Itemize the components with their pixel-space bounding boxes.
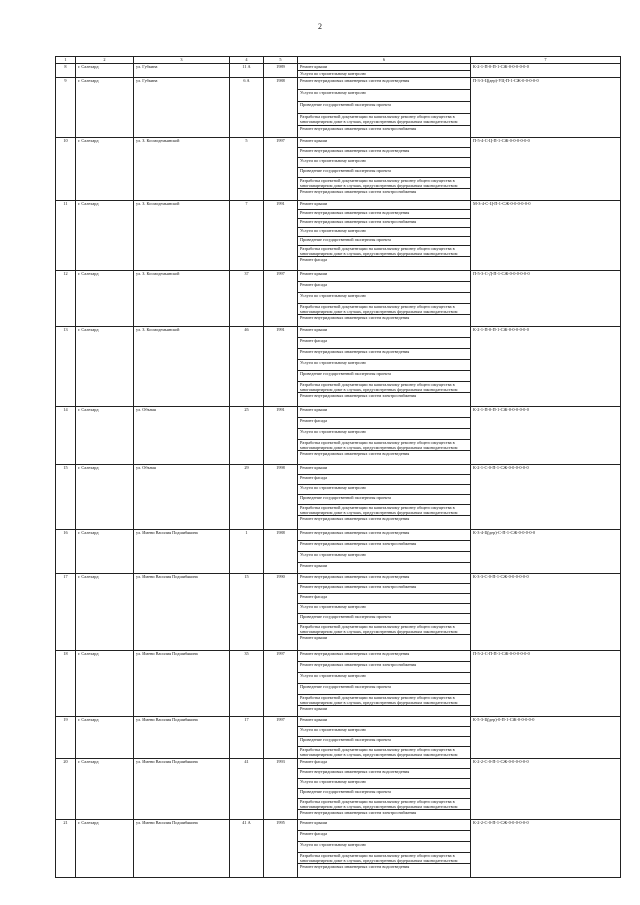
street-cell: ул. Имени Василия Подшибякина	[134, 820, 230, 878]
work-type-cell: Разработка проектной документации на капитальному ремонту общего имущества в многоквартирном доме в случаях, предусмотренных федеральным законодательством	[298, 304, 471, 315]
year-cell: 1991	[264, 201, 298, 271]
building-code-cell: К-3-3-С-0-П-1-СЖ-0-0-0-0-0-0	[471, 574, 621, 651]
city-cell: г. Салехард	[76, 465, 134, 530]
work-type-cell: Ремонт крыши	[298, 717, 471, 727]
work-type-cell: Услуги по строительному контролю	[298, 429, 471, 440]
work-type-cell: Ремонт внутридомовых инженерных систем водоотведения	[298, 349, 471, 360]
street-cell: ул. З. Космодемьянской	[134, 271, 230, 327]
building-code-cell: П-5-3-С-Д-П-1-СЖ-0-0-0-0-0-0	[471, 271, 621, 327]
house-cell: 41	[230, 759, 264, 820]
row-number: 17	[56, 574, 76, 651]
work-type-cell: Ремонт фасада	[298, 594, 471, 604]
table-row	[56, 465, 621, 475]
page-number: 2	[318, 22, 322, 31]
work-type-cell: Ремонт внутридомовых инженерных систем водоотведения	[298, 78, 471, 90]
street-cell: ул. Объная	[134, 465, 230, 530]
work-type-cell: Ремонт внутридомовых инженерных систем водоотведения	[298, 651, 471, 662]
year-cell: 1991	[264, 327, 298, 407]
building-code-cell: К-2-2-С-0-П-1-СЖ-0-0-0-0-0-0	[471, 820, 621, 878]
table-row	[56, 271, 621, 282]
work-type-cell: Услуги по строительному контролю	[298, 604, 471, 614]
work-type-cell: Ремонт фасада	[298, 759, 471, 769]
work-type-cell: Проведение государственной экспертизы проекта	[298, 371, 471, 382]
building-code-cell: К-5-3-Ц(дер)-0-П-1-СЖ-0-0-0-0-0	[471, 717, 621, 759]
work-type-cell: Проведение государственной экспертизы проекта	[298, 789, 471, 799]
house-cell: 46	[230, 327, 264, 407]
work-type-cell: Проведение государственной экспертизы проекта	[298, 684, 471, 695]
work-type-cell: Услуги по строительному контролю	[298, 71, 471, 78]
building-code-cell: П-5-2-С-П-П-1-СЖ-0-0-0-0-0-0	[471, 651, 621, 717]
work-type-cell: Ремонт внутридомовых инженерных систем электроснабжения	[298, 810, 471, 820]
work-type-cell: Услуги по строительному контролю	[298, 727, 471, 737]
work-type-cell: Услуги по строительному контролю	[298, 228, 471, 237]
work-type-cell: Ремонт крыши	[298, 465, 471, 475]
table-row	[56, 64, 621, 71]
row-number: 8	[56, 64, 76, 78]
city-cell: г. Салехард	[76, 530, 134, 574]
street-cell: ул. Объная	[134, 407, 230, 465]
table-row	[56, 574, 621, 584]
street-cell: ул. Имени Василия Подшибякина	[134, 651, 230, 717]
work-type-cell: Услуги по строительному контролю	[298, 293, 471, 304]
city-cell: г. Салехард	[76, 407, 134, 465]
work-type-cell: Проведение государственной экспертизы проекта	[298, 614, 471, 624]
house-cell: 35	[230, 651, 264, 717]
work-type-cell: Ремонт фасада	[298, 418, 471, 429]
work-type-cell: Разработка проектной документации на капитальному ремонту общего имущества в многоквартирном доме в случаях, предусмотренных федеральным законодательством	[298, 624, 471, 635]
city-cell: г. Салехард	[76, 201, 134, 271]
city-cell: г. Салехард	[76, 759, 134, 820]
work-type-cell: Ремонт фасада	[298, 831, 471, 842]
table-row	[56, 717, 621, 727]
work-type-cell: Ремонт крыши	[298, 327, 471, 338]
city-cell: г. Салехард	[76, 64, 134, 78]
work-type-cell: Проведение государственной экспертизы проекта	[298, 237, 471, 246]
row-number: 14	[56, 407, 76, 465]
street-cell: ул. Губкина	[134, 64, 230, 78]
street-cell: ул. З. Космодемьянской	[134, 327, 230, 407]
work-type-cell: Ремонт фасада	[298, 257, 471, 271]
work-type-cell: Ремонт внутридомовых инженерных систем электроснабжения	[298, 541, 471, 552]
year-cell: 1993	[264, 759, 298, 820]
work-type-cell: Проведение государственной экспертизы проекта	[298, 168, 471, 178]
work-type-cell: Ремонт крыши	[298, 820, 471, 831]
row-number: 12	[56, 271, 76, 327]
table-row	[56, 78, 621, 90]
work-type-cell: Разработка проектной документации на капитальному ремонту общего имущества в многоквартирном доме в случаях, предусмотренных федеральным законодательством	[298, 246, 471, 257]
row-number: 9	[56, 78, 76, 138]
building-code-cell: П-3-3-Ц(дер)-УЦ-П-1-СЖ-0-0-0-0-0	[471, 78, 621, 138]
header-cell: 7	[471, 57, 621, 64]
year-cell: 1991	[264, 407, 298, 465]
work-type-cell: Разработка проектной документации на капитальному ремонту общего имущества в многоквартирном доме в случаях, предусмотренных федеральным законодательством	[298, 853, 471, 864]
building-code-cell: К-2-1-П-0-П-1-СЖ-0-0-0-0-0-0	[471, 327, 621, 407]
work-type-cell: Ремонт внутридомовых инженерных систем электроснабжения	[298, 189, 471, 201]
row-number: 10	[56, 138, 76, 201]
building-code-cell: К-2-1-П-0-П-1-СЖ-0-0-0-0-0-0	[471, 407, 621, 465]
work-type-cell: Услуги по строительному контролю	[298, 158, 471, 168]
house-cell: 37	[230, 271, 264, 327]
work-type-cell: Услуги по строительному контролю	[298, 673, 471, 684]
work-type-cell: Ремонт внутридомовых инженерных систем электроснабжения	[298, 393, 471, 407]
work-type-cell: Разработка проектной документации на капитальному ремонту общего имущества в многоквартирном доме в случаях, предусмотренных федеральным законодательством	[298, 695, 471, 706]
header-cell: 5	[264, 57, 298, 64]
year-cell: 1997	[264, 138, 298, 201]
work-type-cell: Разработка проектной документации на капитальному ремонту общего имущества в многоквартирном доме в случаях, предусмотренных федеральным законодательством	[298, 799, 471, 810]
city-cell: г. Салехард	[76, 820, 134, 878]
building-code-cell: М-3-4-С-Ц-П-1-СЖ-0-0-0-0-0-0	[471, 201, 621, 271]
work-type-cell: Услуги по строительному контролю	[298, 779, 471, 789]
table-row	[56, 530, 621, 541]
house-cell: 1	[230, 530, 264, 574]
house-cell: 5	[230, 138, 264, 201]
row-number: 13	[56, 327, 76, 407]
work-type-cell: Разработка проектной документации на капитальному ремонту общего имущества в многоквартирном доме в случаях, предусмотренных федеральным законодательством	[298, 382, 471, 393]
building-code-cell: К-2-1-С-0-П-1-СЖ-0-0-0-0-0-0	[471, 465, 621, 530]
year-cell: 1988	[264, 530, 298, 574]
header-cell: 2	[76, 57, 134, 64]
building-code-cell: П-5-4-С-Ц-П-1-СЖ-0-0-0-0-0-0	[471, 138, 621, 201]
house-cell: 7	[230, 201, 264, 271]
work-type-cell: Ремонт крыши	[298, 64, 471, 71]
work-type-cell: Ремонт внутридомовых инженерных систем водоотведения	[298, 451, 471, 465]
work-type-cell: Проведение государственной экспертизы проекта	[298, 495, 471, 505]
work-type-cell: Ремонт фасада	[298, 475, 471, 485]
table-row	[56, 201, 621, 210]
work-type-cell: Ремонт внутридомовых инженерных систем водоотведения	[298, 574, 471, 584]
house-cell: 41 А	[230, 820, 264, 878]
row-number: 18	[56, 651, 76, 717]
header-cell: 6	[298, 57, 471, 64]
row-number: 11	[56, 201, 76, 271]
work-type-cell: Услуги по строительному контролю	[298, 90, 471, 102]
work-type-cell: Ремонт внутридомовых инженерных систем водоотведения	[298, 315, 471, 327]
work-type-cell: Услуги по строительному контролю	[298, 485, 471, 495]
work-type-cell: Услуги по строительному контролю	[298, 360, 471, 371]
work-type-cell: Ремонт крыши	[298, 635, 471, 651]
row-number: 21	[56, 820, 76, 878]
street-cell: ул. Имени Василия Подшибякина	[134, 759, 230, 820]
street-cell: ул. З. Космодемьянской	[134, 138, 230, 201]
header-cell: 1	[56, 57, 76, 64]
building-code-cell: К-3-4-Ц(дер)-С-П-1-СЖ-0-0-0-0-0	[471, 530, 621, 574]
year-cell: 1997	[264, 717, 298, 759]
table-row	[56, 820, 621, 831]
work-type-cell: Ремонт внутридомовых инженерных систем электроснабжения	[298, 584, 471, 594]
city-cell: г. Салехард	[76, 271, 134, 327]
table-row	[56, 651, 621, 662]
street-cell: ул. Имени Василия Подшибякина	[134, 530, 230, 574]
city-cell: г. Салехард	[76, 138, 134, 201]
city-cell: г. Салехард	[76, 717, 134, 759]
work-type-cell: Услуги по строительному контролю	[298, 552, 471, 563]
table-row	[56, 138, 621, 148]
repair-register-table	[55, 56, 621, 878]
house-cell: 15	[230, 574, 264, 651]
building-code-cell: К-2-2-С-0-П-1-СЖ-0-0-0-0-0-0	[471, 759, 621, 820]
work-type-cell: Разработка проектной документации на капитальному ремонту общего имущества в многоквартирном доме в случаях, предусмотренных федеральным законодательством	[298, 747, 471, 759]
year-cell: 1998	[264, 465, 298, 530]
table-row	[56, 327, 621, 338]
street-cell: ул. З. Космодемьянской	[134, 201, 230, 271]
year-cell: 1989	[264, 64, 298, 78]
work-type-cell: Ремонт внутридомовых инженерных систем электроснабжения	[298, 126, 471, 138]
work-type-cell: Ремонт внутридомовых инженерных систем водоотведения	[298, 530, 471, 541]
year-cell: 1997	[264, 271, 298, 327]
city-cell: г. Салехард	[76, 78, 134, 138]
work-type-cell: Разработка проектной документации на капитальному ремонту общего имущества в многоквартирном доме в случаях, предусмотренных федеральным законодательством	[298, 178, 471, 189]
row-number: 20	[56, 759, 76, 820]
work-type-cell: Ремонт внутридомовых инженерных систем водоотведения	[298, 210, 471, 219]
house-cell: 17	[230, 717, 264, 759]
work-type-cell: Ремонт крыши	[298, 201, 471, 210]
work-type-cell: Разработка проектной документации на капитальному ремонту общего имущества в многоквартирном доме в случаях, предусмотренных федеральным законодательством	[298, 440, 471, 451]
work-type-cell: Ремонт крыши	[298, 563, 471, 574]
row-number: 16	[56, 530, 76, 574]
year-cell: 1990	[264, 574, 298, 651]
work-type-cell: Ремонт внутридомовых инженерных систем водоотведения	[298, 864, 471, 878]
work-type-cell: Разработка проектной документации на капитальному ремонту общего имущества в многоквартирном доме в случаях, предусмотренных федеральным законодательством	[298, 505, 471, 516]
year-cell: 1988	[264, 78, 298, 138]
work-type-cell: Ремонт внутридомовых инженерных систем электроснабжения	[298, 219, 471, 228]
city-cell: г. Салехард	[76, 327, 134, 407]
row-number: 19	[56, 717, 76, 759]
header-cell: 4	[230, 57, 264, 64]
building-code-cell: К-2-1-П-0-П-1-СЖ-0-0-0-0-0-0	[471, 64, 621, 78]
work-type-cell: Ремонт внутридомовых инженерных систем водоотведения	[298, 516, 471, 530]
table-row	[56, 759, 621, 769]
work-type-cell: Ремонт крыши	[298, 407, 471, 418]
header-cell: 3	[134, 57, 230, 64]
house-cell: 29	[230, 465, 264, 530]
row-number: 15	[56, 465, 76, 530]
work-type-cell: Проведение государственной экспертизы проекта	[298, 102, 471, 114]
work-type-cell: Ремонт крыши	[298, 138, 471, 148]
year-cell: 1997	[264, 651, 298, 717]
work-type-cell: Разработка проектной документации на капитальному ремонту общего имущества в многоквартирном доме в случаях, предусмотренных федеральным законодательством	[298, 114, 471, 126]
work-type-cell: Ремонт крыши	[298, 706, 471, 717]
house-cell: 11 А	[230, 64, 264, 78]
street-cell: ул. Имени Василия Подшибякина	[134, 717, 230, 759]
city-cell: г. Салехард	[76, 651, 134, 717]
house-cell: 25	[230, 407, 264, 465]
city-cell: г. Салехард	[76, 574, 134, 651]
year-cell: 1995	[264, 820, 298, 878]
work-type-cell: Ремонт фасада	[298, 282, 471, 293]
work-type-cell: Проведение государственной экспертизы проекта	[298, 737, 471, 747]
work-type-cell: Ремонт внутридомовых инженерных систем электроснабжения	[298, 662, 471, 673]
street-cell: ул. Губкина	[134, 78, 230, 138]
work-type-cell: Ремонт фасада	[298, 338, 471, 349]
house-cell: 6 А	[230, 78, 264, 138]
street-cell: ул. Имени Василия Подшибякина	[134, 574, 230, 651]
work-type-cell: Ремонт внутридомовых инженерных систем водоотведения	[298, 148, 471, 158]
work-type-cell: Ремонт крыши	[298, 271, 471, 282]
header-row	[56, 57, 621, 64]
work-type-cell: Услуги по строительному контролю	[298, 842, 471, 853]
work-type-cell: Ремонт внутридомовых инженерных систем водоотведения	[298, 769, 471, 779]
table-row	[56, 407, 621, 418]
